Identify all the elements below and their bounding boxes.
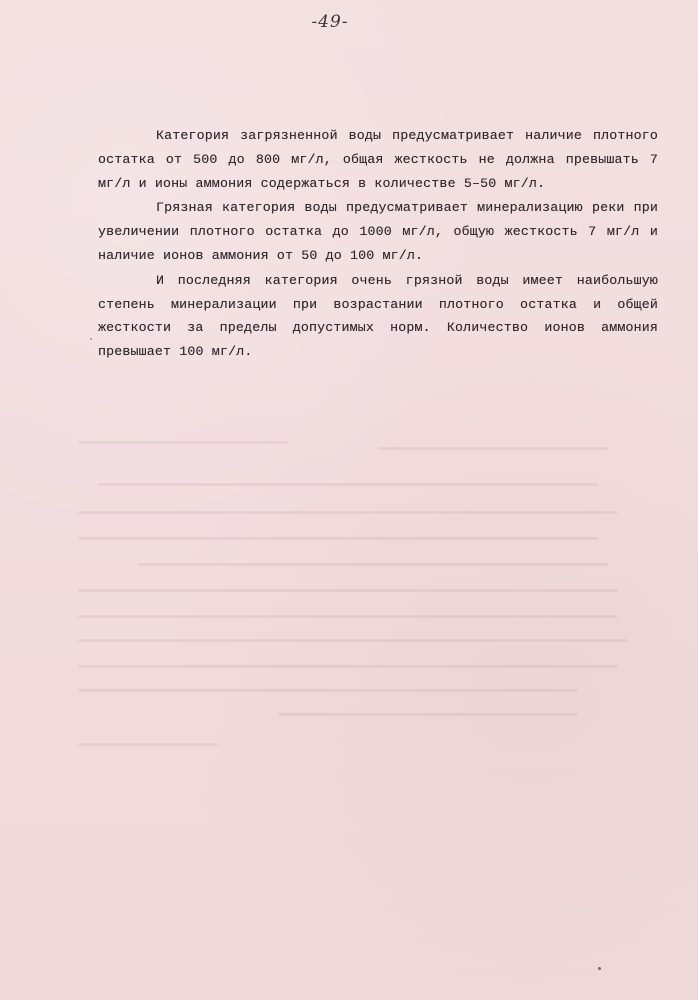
ink-speck [90, 338, 92, 340]
body-text [98, 124, 658, 365]
paragraph-very-dirty: И последняя категория очень грязной воды имеет наибольшую степень минерализации при возрастании плотного остатка и общей жесткости за пределы допустимых норм. Количество ионов аммония превышает 100 мг/л. [98, 272, 658, 360]
ink-speck [598, 967, 601, 970]
page-number: -49- [311, 12, 349, 32]
bleed-through-text [78, 425, 628, 770]
paragraph-dirty: Грязная категория воды предусматривает минерализацию реки при увеличении плотного остатка до 1000 мг/л, общую жесткость 7 мг/л и наличие ионов аммония от 50 до 100 мг/л. [98, 200, 658, 263]
paragraph-contaminated: Категория загрязненной воды предусматривает наличие плотного остатка от 500 до 800 мг/л, общая жесткость не должна превышать 7 мг/л и ионы аммония содержаться в количестве 5–50 мг/л. [98, 128, 658, 191]
